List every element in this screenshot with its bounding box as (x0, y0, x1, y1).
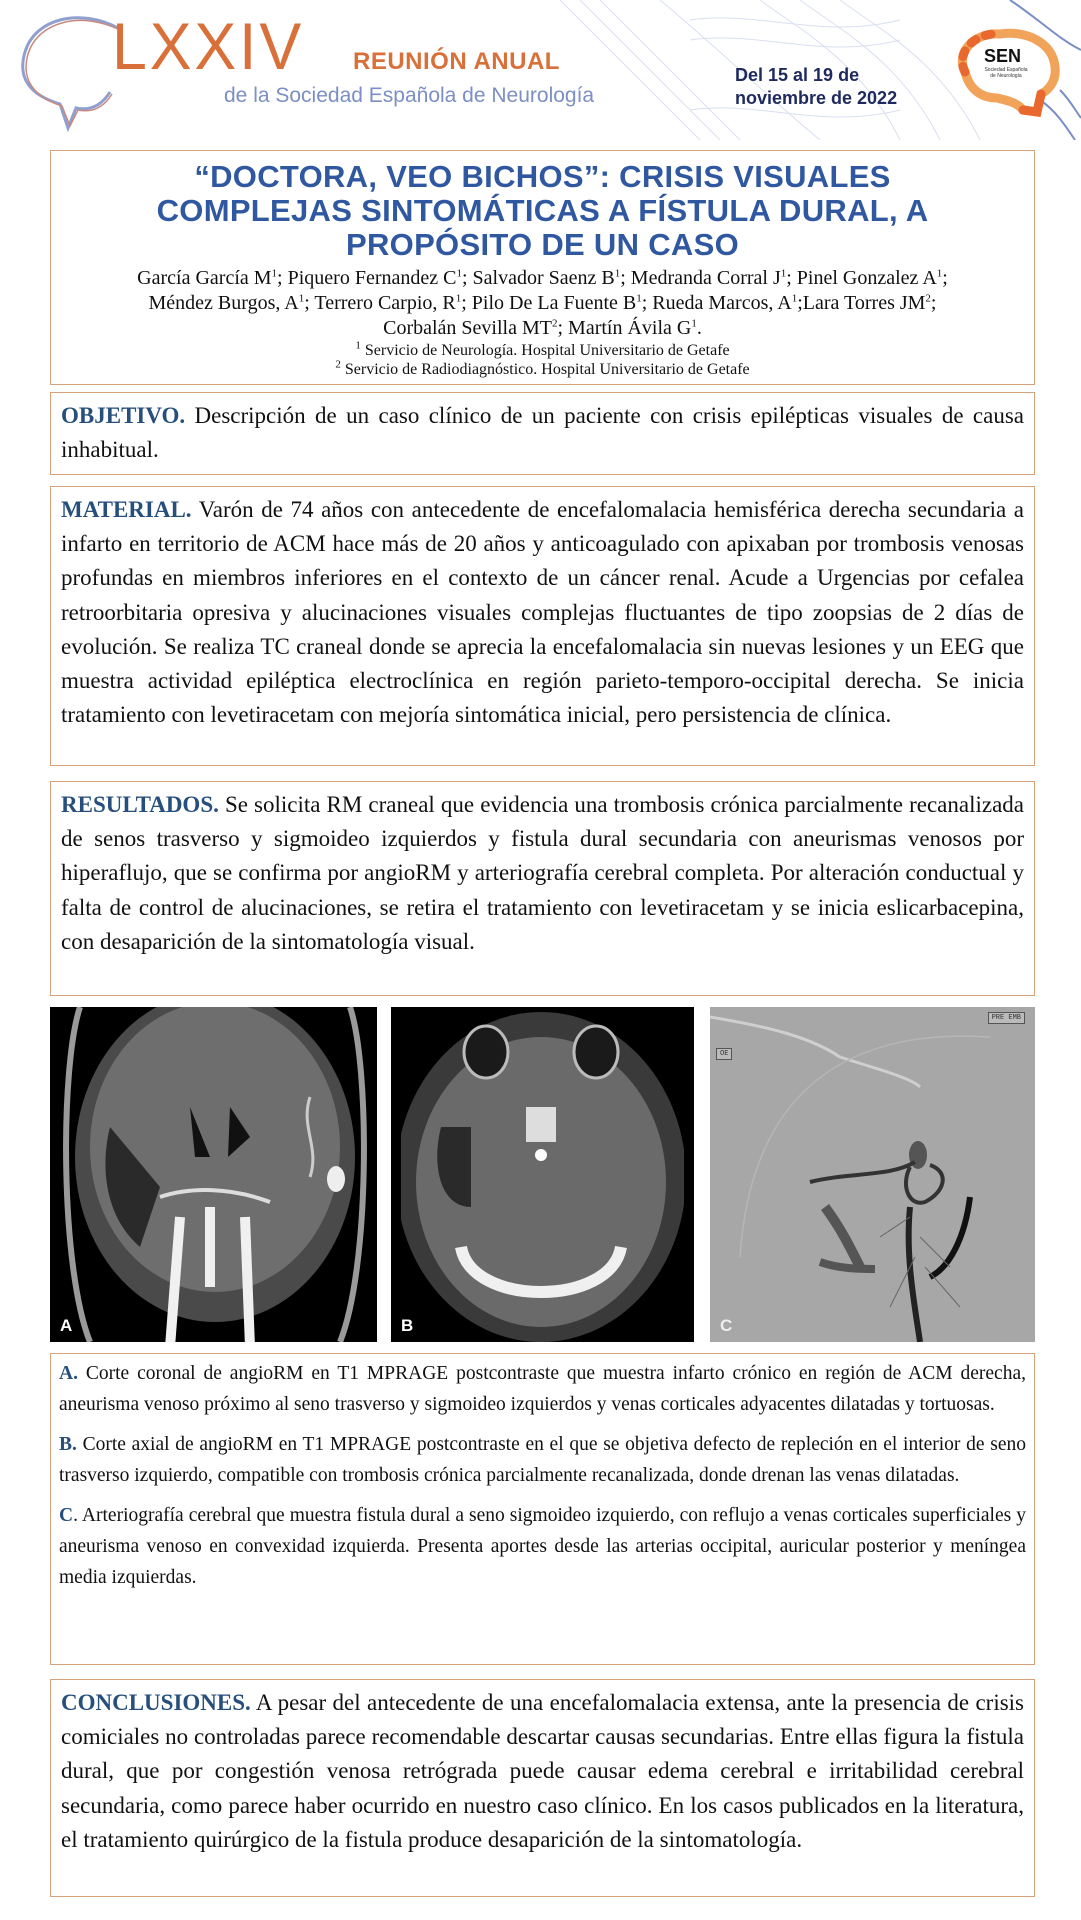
author-name: Rueda Marcos, A (652, 292, 792, 314)
author-separator: ; (930, 292, 937, 314)
dates-line-2: noviembre de 2022 (735, 88, 898, 108)
author-affiliation: 1 (455, 292, 462, 305)
pre-emb-tag: PRE EMB (988, 1012, 1025, 1024)
author-name: Piquero Fernandez C (287, 267, 457, 289)
author-list (51, 266, 1034, 341)
authors-line-3 (51, 316, 1034, 341)
affiliation-1 (51, 341, 1034, 360)
objetivo-text: Descripción de un caso clínico de un paciente con crisis epilépticas visuales de causa inhabitual. (61, 403, 1024, 463)
author-name: Méndez Burgos, A (148, 292, 299, 314)
author-affiliation: 1 (271, 267, 278, 280)
affiliation-number: 1 (355, 339, 361, 352)
affiliation-text: Servicio de Radiodiagnóstico. Hospital Universitario de Getafe (340, 361, 750, 378)
figure-label-c: C (720, 1316, 733, 1335)
affiliation-text: Servicio de Neurología. Hospital Universitario de Getafe (360, 342, 730, 359)
author-name: Salvador Saenz B (472, 267, 615, 289)
resultados-text: Se solicita RM craneal que evidencia una trombosis crónica parcialmente recanalizada de senos trasverso y sigmoideo izquierdos y fistula dural secundaria con aneurismas venosos por hiperaflujo, que se confirma por angioRM y arteriografía cerebral completa. Por alteración conductual y falta de control de alucinaciones, se retira el tratamiento con levetiracetam y se inicia eslicarbacepina, con desaparición de la sintomatología visual. (61, 792, 1024, 954)
author-separator: ; (942, 267, 948, 289)
meeting-dates (735, 64, 897, 110)
affiliation-number: 2 (335, 358, 341, 371)
author-separator: ; (461, 292, 472, 314)
caption-text-a: Corte coronal de angioRM en T1 MPRAGE postcontraste que muestra infarto crónico en región de ACM derecha, aneurisma venoso próximo al seno trasverso y sigmoideo izquierdos y venas corticales adyacentes dilatadas y tortuosas. (59, 1363, 1026, 1415)
resultados-section (50, 781, 1035, 996)
title-box (50, 150, 1035, 385)
caption-letter-c: C (59, 1505, 74, 1526)
conclusiones-text: A pesar del antecedente de una encefalomalacia extensa, ante la presencia de crisis comiciales no controladas parece recomendable descartar causas secundarias. Entre ellas figura la fistula dural, que por congestión venosa retrógrada puede causar edema cerebral e irritabilidad cerebral secundaria, como parece haber ocurrido en nuestro caso clínico. En los casos publicados en la literatura, el tratamiento quirúrgico de la fistula produce desaparición de la sintomatología. (61, 1690, 1024, 1852)
author-separator: . (696, 317, 702, 339)
material-heading: MATERIAL. (61, 497, 192, 522)
author-separator: ; (557, 317, 569, 339)
edition-numeral: LXXIV (112, 9, 305, 83)
author-affiliation: 1 (636, 292, 642, 305)
author-name: Lara Torres JM (802, 292, 926, 314)
caption-text-b: Corte axial de angioRM en T1 MPRAGE postcontraste en el que se objetiva defecto de repleción en el interior de seno trasverso izquierdo, compatible con trombosis crónica parcialmente recanalizada, donde drenan las venas dilatadas. (59, 1434, 1026, 1486)
conclusiones-section (50, 1679, 1035, 1897)
affiliation-2 (51, 360, 1034, 379)
title-line-2: COMPLEJAS SINTOMÁTICAS A FÍSTULA DURAL, A (156, 193, 929, 228)
author-affiliation: 1 (456, 267, 462, 280)
author-affiliation: 1 (780, 267, 787, 280)
objetivo-heading: OBJETIVO. (61, 403, 186, 428)
conclusiones-heading: CONCLUSIONES. (61, 1690, 251, 1715)
title-line-1: “DOCTORA, VEO BICHOS”: CRISIS VISUALES (194, 159, 891, 194)
caption-text-c: . Arteriografía cerebral que muestra fistula dural a seno sigmoideo izquierdo, con reflujo a venas corticales superficiales y aneurisma venoso en convexidad izquierda. Presenta aportes desde las arterias occipital, auricular posterior y meníngea media izquierdas. (59, 1505, 1026, 1588)
author-affiliation: 1 (691, 317, 697, 330)
author-separator: ; (620, 267, 631, 289)
arteriography-image-icon (710, 1007, 1035, 1342)
author-name: García García M (137, 267, 272, 289)
author-name: Pilo De La Fuente B (471, 292, 637, 314)
caption-a (59, 1358, 1026, 1420)
figure-panel (50, 1007, 1035, 1342)
oe-tag: OE (716, 1048, 732, 1060)
material-text: Varón de 74 años con antecedente de encefalomalacia hemisférica derecha secundaria a infarto en territorio de ACM hace más de 20 años y anticoagulado con apixaban por trombosis venosas profundas en miembros inferiores en el contexto de un cáncer renal. Acude a Urgencias por cefalea retroorbitaria opresiva y alucinaciones visuales complejas fluctuantes de tipo zoopsias de 2 días de evolución. Se realiza TC craneal donde se aprecia la encefalomalacia sin nuevas lesiones y un EEG que muestra actividad epiléptica electroclínica en región parieto-temporo-occipital derecha. Se inicia tratamiento con levetiracetam con mejoría sintomática inicial, pero persistencia de clínica. (61, 497, 1024, 728)
authors-line-2 (51, 291, 1034, 316)
author-separator: ; (304, 292, 315, 314)
conference-banner (0, 0, 1081, 140)
author-name: Medranda Corral J (630, 267, 781, 289)
author-affiliation: 1 (614, 267, 621, 280)
material-section (50, 486, 1035, 766)
author-separator: ; (277, 267, 288, 289)
author-name: Terrero Carpio, R (314, 292, 456, 314)
author-separator: ; (461, 267, 473, 289)
author-separator: ; (641, 292, 653, 314)
title-line-3: PROPÓSITO DE UN CASO (346, 227, 739, 262)
affiliation-list (51, 341, 1034, 379)
meeting-title: REUNIÓN ANUAL (353, 48, 560, 75)
figure-a-coronal-mri (50, 1007, 377, 1342)
sen-acronym: SEN (984, 46, 1022, 66)
sen-subtitle: Sociedad Española de Neurología (984, 67, 1028, 79)
society-name: de la Sociedad Española de Neurología (224, 84, 595, 107)
coronal-mri-image-icon (50, 1007, 377, 1342)
figure-captions (50, 1353, 1035, 1665)
dates-line-1: Del 15 al 19 de (735, 65, 860, 85)
author-affiliation: 1 (298, 292, 305, 305)
author-affiliation: 2 (925, 292, 931, 305)
author-separator: ; (786, 267, 797, 289)
caption-c (59, 1500, 1026, 1593)
objetivo-section (50, 392, 1035, 475)
axial-mri-image-icon (391, 1007, 694, 1342)
author-affiliation: 1 (791, 292, 798, 305)
caption-letter-b: B. (59, 1434, 77, 1455)
figure-b-axial-mri (391, 1007, 694, 1342)
author-separator: ; (797, 292, 803, 314)
author-name: Martín Ávila G (568, 317, 692, 339)
author-affiliation: 1 (936, 267, 943, 280)
figure-c-arteriography (710, 1007, 1035, 1342)
caption-b (59, 1429, 1026, 1491)
poster-title (51, 160, 1034, 262)
author-name: Corbalán Sevilla MT (383, 317, 552, 339)
figure-label-b: B (401, 1316, 414, 1335)
author-name: Pinel Gonzalez A (796, 267, 937, 289)
caption-letter-a: A. (59, 1363, 78, 1384)
resultados-heading: RESULTADOS. (61, 792, 219, 817)
figure-label-a: A (60, 1316, 73, 1335)
authors-line-1 (51, 266, 1034, 291)
author-affiliation: 2 (551, 317, 558, 330)
